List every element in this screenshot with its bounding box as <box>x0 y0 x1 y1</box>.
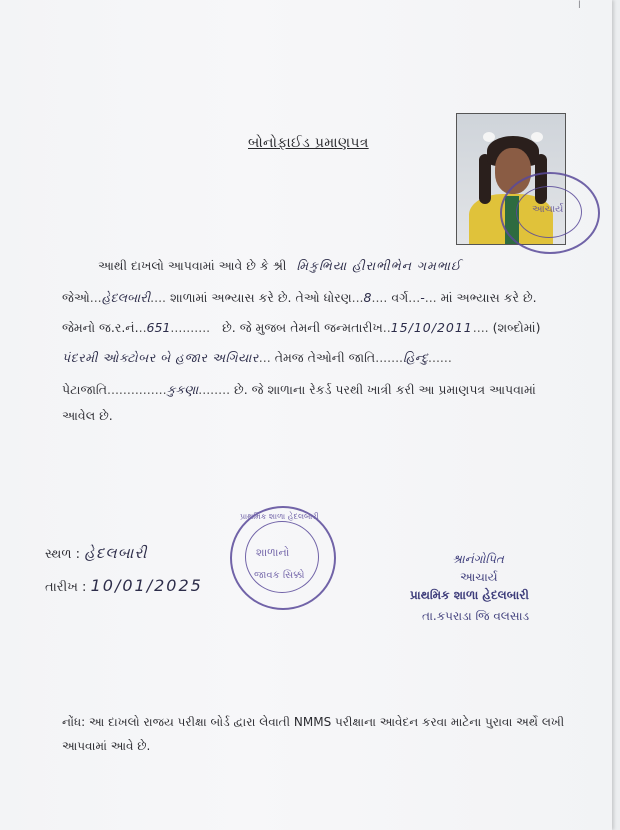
line-1 <box>98 258 462 274</box>
corner-mark: l <box>578 0 581 11</box>
line2-prefix: જેઓ <box>62 290 90 305</box>
date-label: તારીખ : <box>45 580 87 595</box>
page-title: બોનોફાઈડ પ્રમાણપત્ર <box>248 135 369 151</box>
photo-stamp-text: આચાર્ય <box>532 204 564 215</box>
place-label: સ્થળ : <box>45 547 81 562</box>
line5-suffix: છે. જે શાળાના રેકર્ડ પરથી ખાત્રી કરી આ પ્રમાણપત્ર આપવામાં <box>234 382 536 397</box>
footer-note: નોંધ: આ દાખલો રાજય પરીક્ષા બોર્ડ દ્વારા લેવાતી NMMS પરીક્ષાના આવેદન કરવા માટેના પુરાવા અર્થે લખી આપવામાં આવે છે. <box>62 715 565 753</box>
line3-suffix: (શબ્દોમાં) <box>492 320 541 335</box>
stamp-top-text: પ્રાથમિક શાળા હેદલબારી <box>240 512 319 521</box>
line4-mid: તેમજ તેઓની જાતિ <box>274 350 376 365</box>
photo-round-stamp <box>500 172 600 254</box>
school-round-stamp <box>230 506 336 610</box>
birth-date: 15/10/2011 <box>390 320 473 335</box>
varg-value: - <box>420 290 425 305</box>
birth-date-words: પંદરમી ઓક્ટોબર બે હજાર અગિયાર <box>62 350 259 365</box>
line-5: પેટાજાતિ...............કુકણા........ છે. જે શાળાના રેકર્ડ પરથી ખાત્રી કરી આ પ્રમાણપત્ર આપવામાં <box>62 382 536 397</box>
line5-prefix: પેટાજાતિ <box>62 382 108 397</box>
place-value: હેદલબારી <box>84 544 148 562</box>
principal-role: આચાર્ય <box>460 570 498 584</box>
line2-mid: શાળામાં અભ્યાસ કરે છે. તેઓ ધોરણ <box>170 290 352 305</box>
stamp-center-text: શાળાનો <box>256 546 290 559</box>
line3-mid: છે. જે મુજબ તેમની જન્મતારીખ <box>222 320 383 335</box>
date-value: 10/01/2025 <box>90 576 203 595</box>
line-3: જેમનો જ.ર.નં...651.......... છે. જે મુજબ તેમની જન્મતારીખ..15/10/2011.... (શબ્દોમાં) <box>62 320 541 335</box>
principal-school: પ્રાથમિક શાળા હેદલબારી <box>410 588 529 602</box>
principal-place: તા.કપરાડા જિ વલસાડ <box>422 609 530 623</box>
gr-number: 651 <box>146 320 171 335</box>
place-row <box>45 544 147 562</box>
school-name: હેદલબારી <box>101 290 151 305</box>
subcaste-value: કુકણા <box>166 382 199 397</box>
stamp-bottom-text: જાવક સિક્કો <box>254 570 305 581</box>
date-row <box>45 576 203 595</box>
student-name: મિકુભિયા હીરાભીભેન ગમભાઈ <box>296 258 462 273</box>
varg-label: વર્ગ <box>391 290 409 305</box>
principal-signature: શ્રાનંગોપિત <box>452 552 504 566</box>
line3-prefix: જેમનો જ.ર.નં. <box>62 320 139 335</box>
line-2: જેઓ...હેદલબારી.... શાળામાં અભ્યાસ કરે છે. તેઓ ધોરણ...8.... વર્ગ...-... માં અભ્યાસ કરે છે. <box>62 290 537 305</box>
line2-suffix: માં અભ્યાસ કરે છે. <box>440 290 537 305</box>
line1-prefix: આથી દાખલો આપવામાં આવે છે કે શ્રી <box>98 258 287 273</box>
standard-value: 8 <box>363 290 372 305</box>
line-6: આવેલ છે. <box>62 408 113 423</box>
line-4: પંદરમી ઓક્ટોબર બે હજાર અગિયાર... તેમજ તેઓની જાતિ.......હિન્દુ...... <box>62 350 452 365</box>
caste-value: હિન્દુ <box>403 350 429 365</box>
